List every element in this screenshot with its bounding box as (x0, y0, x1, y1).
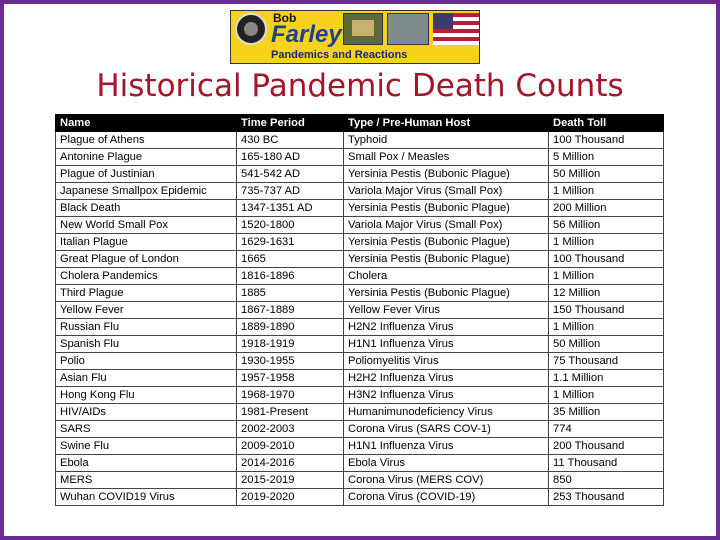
cell-death-toll: 253 Thousand (549, 489, 664, 506)
cell-time-period: 1629-1631 (237, 234, 344, 251)
logo-tagline: Pandemics and Reactions (271, 49, 408, 61)
header-time-period: Time Period (237, 115, 344, 132)
table-row (56, 200, 664, 217)
cell-name: MERS (56, 472, 237, 489)
page-title: Historical Pandemic Death Counts (96, 68, 624, 104)
header-death-toll: Death Toll (549, 115, 664, 132)
cell-time-period: 2014-2016 (237, 455, 344, 472)
building-image-icon (387, 13, 429, 45)
cell-name: Plague of Justinian (56, 166, 237, 183)
cell-time-period: 735-737 AD (237, 183, 344, 200)
cell-type: Poliomyelitis Virus (344, 353, 549, 370)
cell-name: Italian Plague (56, 234, 237, 251)
cell-type: Cholera (344, 268, 549, 285)
cell-name: Hong Kong Flu (56, 387, 237, 404)
table-header-row (56, 115, 664, 132)
cell-time-period: 1981-Present (237, 404, 344, 421)
seal-icon (235, 13, 267, 45)
cell-time-period: 165-180 AD (237, 149, 344, 166)
cell-name: Russian Flu (56, 319, 237, 336)
header-name: Name (56, 115, 237, 132)
table-row (56, 217, 664, 234)
cell-type: Yellow Fever Virus (344, 302, 549, 319)
cell-death-toll: 5 Million (549, 149, 664, 166)
cell-type: Typhoid (344, 132, 549, 149)
table-row (56, 132, 664, 149)
cell-death-toll: 1.1 Million (549, 370, 664, 387)
cell-name: Antonine Plague (56, 149, 237, 166)
cell-type: Variola Major Virus (Small Pox) (344, 183, 549, 200)
cell-type: H1N1 Influenza Virus (344, 438, 549, 455)
table-row (56, 166, 664, 183)
cell-time-period: 541-542 AD (237, 166, 344, 183)
cell-time-period: 1520-1800 (237, 217, 344, 234)
cell-time-period: 1885 (237, 285, 344, 302)
table-row (56, 319, 664, 336)
cell-name: Spanish Flu (56, 336, 237, 353)
cell-type: Yersinia Pestis (Bubonic Plague) (344, 234, 549, 251)
logo-name-main: Farley (271, 21, 342, 48)
table-row (56, 404, 664, 421)
cell-death-toll: 50 Million (549, 166, 664, 183)
logo-banner (230, 10, 480, 64)
cell-time-period: 1816-1896 (237, 268, 344, 285)
cell-time-period: 1867-1889 (237, 302, 344, 319)
table-row (56, 234, 664, 251)
cell-time-period: 1968-1970 (237, 387, 344, 404)
cell-name: Black Death (56, 200, 237, 217)
cell-type: Yersinia Pestis (Bubonic Plague) (344, 200, 549, 217)
cell-death-toll: 56 Million (549, 217, 664, 234)
cell-type: Corona Virus (MERS COV) (344, 472, 549, 489)
cell-time-period: 2002-2003 (237, 421, 344, 438)
cell-time-period: 1918-1919 (237, 336, 344, 353)
cell-death-toll: 11 Thousand (549, 455, 664, 472)
cell-time-period: 1347-1351 AD (237, 200, 344, 217)
cell-name: Great Plague of London (56, 251, 237, 268)
cell-name: Swine Flu (56, 438, 237, 455)
capitol-image-icon (343, 13, 383, 45)
cell-death-toll: 100 Thousand (549, 132, 664, 149)
cell-time-period: 2009-2010 (237, 438, 344, 455)
cell-type: Small Pox / Measles (344, 149, 549, 166)
cell-time-period: 1957-1958 (237, 370, 344, 387)
table-row (56, 387, 664, 404)
cell-type: H2N2 Influenza Virus (344, 319, 549, 336)
cell-name: New World Small Pox (56, 217, 237, 234)
table-row (56, 438, 664, 455)
cell-name: Third Plague (56, 285, 237, 302)
cell-type: H2H2 Influenza Virus (344, 370, 549, 387)
cell-death-toll: 1 Million (549, 268, 664, 285)
cell-name: Asian Flu (56, 370, 237, 387)
cell-death-toll: 100 Thousand (549, 251, 664, 268)
cell-time-period: 2015-2019 (237, 472, 344, 489)
cell-name: Ebola (56, 455, 237, 472)
cell-type: Yersinia Pestis (Bubonic Plague) (344, 166, 549, 183)
cell-name: Polio (56, 353, 237, 370)
cell-name: Cholera Pandemics (56, 268, 237, 285)
table-row (56, 302, 664, 319)
table-row (56, 455, 664, 472)
table-row (56, 489, 664, 506)
cell-death-toll: 12 Million (549, 285, 664, 302)
cell-name: Japanese Smallpox Epidemic (56, 183, 237, 200)
cell-death-toll: 150 Thousand (549, 302, 664, 319)
table-row (56, 285, 664, 302)
cell-type: Variola Major Virus (Small Pox) (344, 217, 549, 234)
cell-type: H3N2 Influenza Virus (344, 387, 549, 404)
cell-death-toll: 1 Million (549, 183, 664, 200)
cell-death-toll: 200 Million (549, 200, 664, 217)
table-row (56, 353, 664, 370)
cell-name: Yellow Fever (56, 302, 237, 319)
cell-death-toll: 50 Million (549, 336, 664, 353)
cell-time-period: 2019-2020 (237, 489, 344, 506)
cell-death-toll: 75 Thousand (549, 353, 664, 370)
table-row (56, 183, 664, 200)
table-row (56, 336, 664, 353)
cell-type: Yersinia Pestis (Bubonic Plague) (344, 251, 549, 268)
us-flag-icon (433, 13, 479, 45)
cell-death-toll: 1 Million (549, 319, 664, 336)
pandemic-table (55, 114, 664, 506)
cell-death-toll: 200 Thousand (549, 438, 664, 455)
cell-time-period: 1889-1890 (237, 319, 344, 336)
table-row (56, 251, 664, 268)
table-row (56, 370, 664, 387)
cell-type: Ebola Virus (344, 455, 549, 472)
logo-name-top: Bob (273, 11, 297, 25)
cell-name: Wuhan COVID19 Virus (56, 489, 237, 506)
cell-name: Plague of Athens (56, 132, 237, 149)
cell-type: Humanimunodeficiency Virus (344, 404, 549, 421)
table-row (56, 472, 664, 489)
cell-death-toll: 774 (549, 421, 664, 438)
cell-time-period: 430 BC (237, 132, 344, 149)
table-row (56, 421, 664, 438)
cell-death-toll: 1 Million (549, 234, 664, 251)
cell-time-period: 1665 (237, 251, 344, 268)
cell-name: HIV/AIDs (56, 404, 237, 421)
header-type: Type / Pre-Human Host (344, 115, 549, 132)
cell-type: H1N1 Influenza Virus (344, 336, 549, 353)
cell-time-period: 1930-1955 (237, 353, 344, 370)
table-row (56, 149, 664, 166)
cell-type: Corona Virus (COVID-19) (344, 489, 549, 506)
table-row (56, 268, 664, 285)
cell-name: SARS (56, 421, 237, 438)
cell-type: Yersinia Pestis (Bubonic Plague) (344, 285, 549, 302)
cell-death-toll: 850 (549, 472, 664, 489)
cell-death-toll: 1 Million (549, 387, 664, 404)
cell-death-toll: 35 Million (549, 404, 664, 421)
cell-type: Corona Virus (SARS COV-1) (344, 421, 549, 438)
